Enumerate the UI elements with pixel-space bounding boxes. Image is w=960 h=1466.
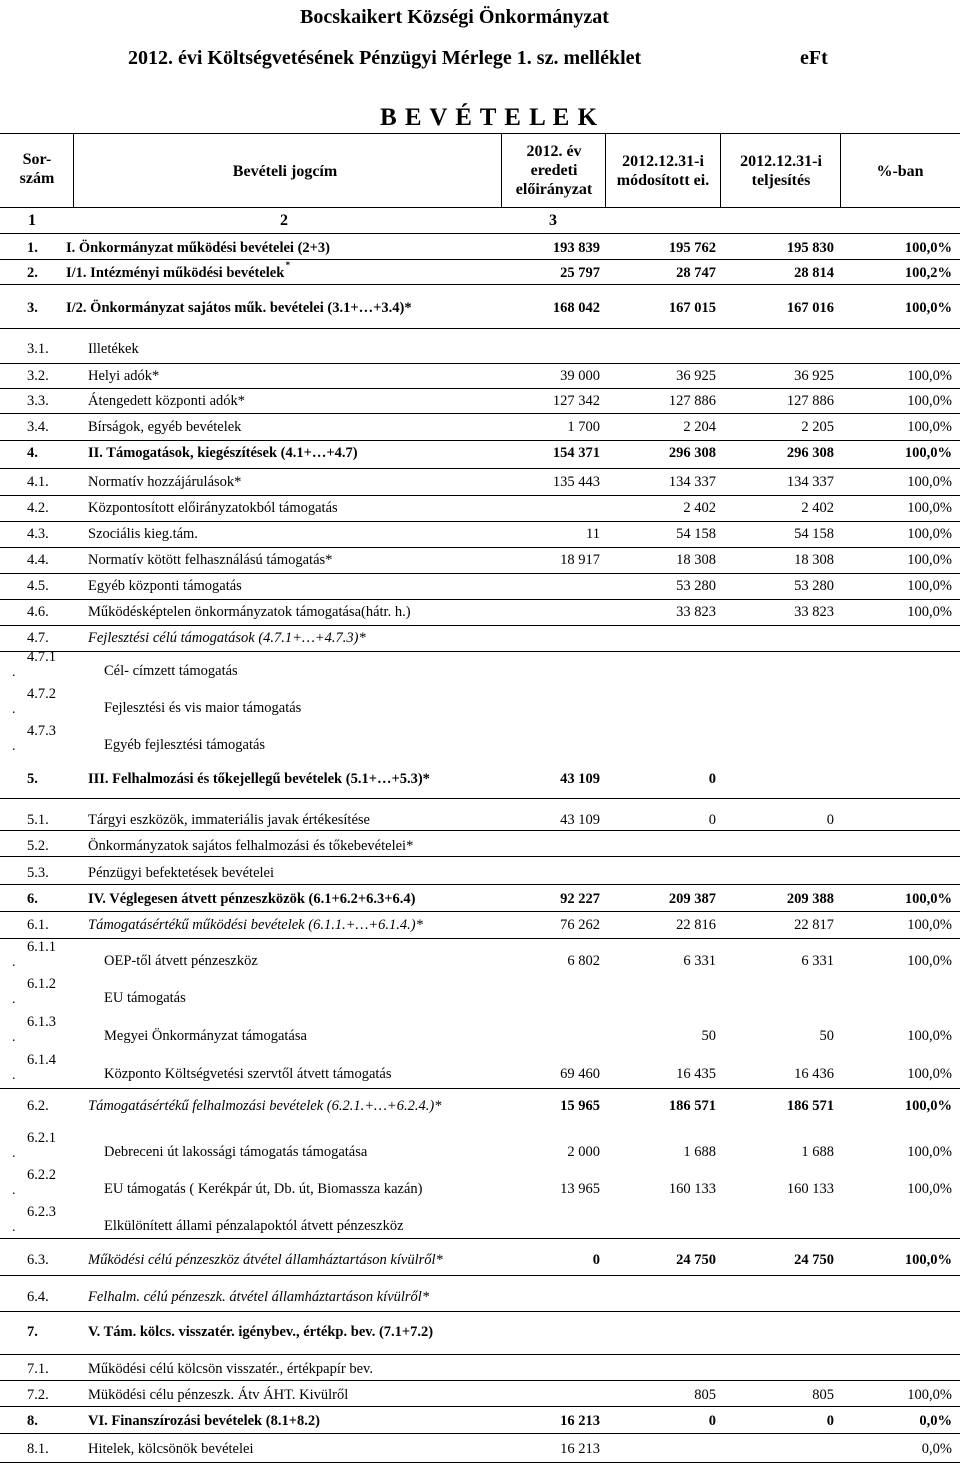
table-row: [0, 887, 960, 909]
row-label: Fejlesztési és vis maior támogatás: [104, 700, 302, 716]
row-divider: [0, 413, 960, 414]
cell-pct: 100,0%: [907, 1387, 952, 1403]
row-label: Helyi adók*: [88, 368, 160, 384]
cell-telj: 24 750: [794, 1252, 834, 1268]
cell-telj: 134 337: [786, 474, 834, 490]
row-number-dot: .: [12, 1068, 16, 1083]
cell-orig: 76 262: [560, 917, 600, 933]
cell-telj: 36 925: [794, 368, 834, 384]
cell-telj: 805: [812, 1387, 834, 1403]
cell-pct: 100,0%: [907, 604, 952, 620]
cell-orig: 2 000: [567, 1144, 600, 1160]
row-label: Debreceni út lakossági támogatás támogatása: [104, 1144, 368, 1160]
row-divider: [0, 1380, 960, 1381]
cell-telj: 18 308: [794, 552, 834, 568]
row-label: EU támogatás ( Kerékpár út, Db. út, Biomassza kazán): [104, 1181, 423, 1197]
header-top-line: [0, 133, 960, 134]
table-row: [0, 470, 960, 492]
row-number-dot: .: [12, 1146, 16, 1161]
row-label: OEP-től átvett pénzeszköz: [104, 953, 258, 969]
cell-telj: 33 823: [794, 604, 834, 620]
cell-mod: 296 308: [668, 445, 716, 461]
table-row: [0, 686, 960, 717]
header-modositott: 2012.12.31-i módosított ei.: [616, 153, 710, 190]
row-divider: [0, 1088, 960, 1089]
row-label: V. Tám. kölcs. visszatér. igénybev., értékp. bev. (7.1+7.2): [88, 1324, 434, 1340]
row-divider: [0, 938, 960, 939]
table-row: [0, 913, 960, 935]
cell-mod: 160 133: [668, 1181, 716, 1197]
row-number: 4.7.: [27, 630, 49, 646]
cell-pct: 100,2%: [904, 265, 952, 281]
table-row: [0, 337, 960, 359]
row-number: 1.: [27, 240, 38, 256]
row-number: 4.4.: [27, 552, 49, 568]
table-row: [0, 548, 960, 570]
cell-pct: 100,0%: [904, 240, 952, 256]
table-row: [0, 939, 960, 970]
row-divider: [0, 651, 960, 652]
col-number: 3: [549, 212, 557, 229]
row-number-dot: .: [12, 1030, 16, 1045]
cell-orig: 25 797: [560, 265, 600, 281]
cell-pct: 100,0%: [907, 552, 952, 568]
row-number-dot: .: [12, 992, 16, 1007]
row-number: 4.3.: [27, 526, 49, 542]
cell-orig: 92 227: [560, 891, 600, 907]
row-number: 4.: [27, 445, 38, 461]
row-divider: [0, 798, 960, 799]
row-number-dot: .: [12, 702, 16, 717]
col-number: 2: [280, 212, 288, 229]
header-eredeti: 2012. év eredeti előirányzat: [515, 143, 593, 199]
table-row: [0, 1248, 960, 1270]
cell-orig: 43 109: [560, 812, 600, 828]
row-number: 5.1.: [27, 812, 49, 828]
table-row: [0, 415, 960, 437]
unit-label: eFt: [800, 47, 828, 69]
col-number: 1: [28, 212, 36, 229]
row-number: 4.5.: [27, 578, 49, 594]
row-label: Cél- címzett támogatás: [104, 663, 238, 679]
cell-orig: 193 839: [552, 240, 600, 256]
row-label: Fejlesztési célú támogatások (4.7.1+…+4.7.3)*: [88, 630, 366, 646]
row-number: 4.7.3: [27, 723, 56, 739]
footnote-marker: *: [285, 260, 291, 270]
table-row: [0, 389, 960, 411]
row-number: 6.2.2: [27, 1167, 56, 1183]
section-title: B E V É T E L E K: [380, 104, 599, 131]
row-divider: [0, 1238, 960, 1239]
cell-telj: 53 280: [794, 578, 834, 594]
cell-pct: 100,0%: [904, 891, 952, 907]
row-number: 6.1.3: [27, 1014, 56, 1030]
cell-telj: 16 436: [794, 1066, 834, 1082]
table-row: [0, 1204, 960, 1235]
table-row: [0, 649, 960, 680]
row-label: Átengedett központi adók*: [88, 393, 246, 409]
row-divider: [0, 1462, 960, 1463]
row-number-dot: .: [12, 1183, 16, 1198]
cell-mod: 0: [708, 1413, 716, 1429]
header-bottom-line: [0, 207, 960, 208]
cell-pct: 100,0%: [907, 368, 952, 384]
row-number-dot: .: [12, 955, 16, 970]
cell-mod: 186 571: [668, 1098, 716, 1114]
table-row: [0, 600, 960, 622]
cell-mod: 167 015: [668, 300, 716, 316]
cell-telj: 160 133: [786, 1181, 834, 1197]
cell-orig: 43 109: [560, 771, 600, 787]
table-row: [0, 767, 960, 789]
cell-mod: 50: [701, 1028, 716, 1044]
cell-mod: 18 308: [676, 552, 716, 568]
cell-orig: 154 371: [552, 445, 600, 461]
row-label: Támogatásértékű felhalmozási bevételek (6.2.1.+…+6.2.4.)*: [88, 1098, 442, 1114]
cell-telj: 296 308: [786, 445, 834, 461]
cell-mod: 6 331: [683, 953, 716, 969]
row-label: Hitelek, kölcsönök bevételei: [88, 1441, 254, 1457]
row-label: I/2. Önkormányzat sajátos műk. bevételei (3.1+…+3.4)*: [66, 300, 412, 316]
cell-pct: 100,0%: [907, 526, 952, 542]
cell-telj: 6 331: [801, 953, 834, 969]
cell-pct: 100,0%: [907, 917, 952, 933]
table-row: [0, 574, 960, 596]
cell-mod: 28 747: [676, 265, 716, 281]
row-number: 3.2.: [27, 368, 49, 384]
cell-orig: 127 342: [552, 393, 600, 409]
row-divider: [0, 1433, 960, 1434]
cell-orig: 69 460: [560, 1066, 600, 1082]
colnum-bottom-line: [0, 233, 960, 234]
row-label: Működésképtelen önkormányzatok támogatása(hátr. h.): [88, 604, 411, 620]
cell-pct: 0,0%: [919, 1413, 952, 1429]
row-label: IV. Véglegesen átvett pénzeszközök (6.1+6.2+6.3+6.4): [88, 891, 416, 907]
cell-pct: 100,0%: [907, 1066, 952, 1082]
table-row: [0, 1094, 960, 1116]
row-number: 8.1.: [27, 1441, 49, 1457]
table-row: [0, 976, 960, 1007]
header-divider: [605, 133, 606, 207]
row-number: 6.: [27, 891, 38, 907]
row-number: 6.2.: [27, 1098, 49, 1114]
row-label: EU támogatás: [104, 990, 186, 1006]
row-number: 4.7.2: [27, 686, 56, 702]
row-label: Felhalm. célú pénzeszk. átvétel államháztartáson kívülről*: [88, 1289, 430, 1305]
table-row: [0, 1357, 960, 1379]
cell-telj: 127 886: [786, 393, 834, 409]
row-label: Egyéb fejlesztési támogatás: [104, 737, 266, 753]
table-row: [0, 1409, 960, 1431]
table-row: [0, 723, 960, 754]
row-number: 6.2.3: [27, 1204, 56, 1220]
header-sorszam: Sor-szám: [19, 151, 55, 188]
cell-mod: 0: [708, 771, 716, 787]
row-number: 6.1.1: [27, 939, 56, 955]
row-number: 6.2.1: [27, 1130, 56, 1146]
table-row: [0, 1437, 960, 1459]
cell-mod: 36 925: [676, 368, 716, 384]
row-number: 7.: [27, 1324, 38, 1340]
row-number: 4.6.: [27, 604, 49, 620]
row-number: 6.3.: [27, 1252, 49, 1268]
cell-orig: 16 213: [560, 1413, 600, 1429]
cell-mod: 0: [708, 812, 716, 828]
cell-pct: 100,0%: [907, 1144, 952, 1160]
row-divider: [0, 284, 960, 285]
table-row: [0, 1285, 960, 1307]
table-row: [0, 1014, 960, 1045]
cell-mod: 54 158: [676, 526, 716, 542]
cell-telj: 186 571: [786, 1098, 834, 1114]
row-label: Működési célú pénzeszköz átvétel államháztartáson kívülről*: [88, 1252, 443, 1268]
row-label: Egyéb központi támogatás: [88, 578, 242, 594]
cell-mod: 53 280: [676, 578, 716, 594]
row-divider: [0, 468, 960, 469]
row-divider: [0, 1311, 960, 1312]
row-label: Szociális kieg.tám.: [88, 526, 198, 542]
row-label: Központosított előirányzatokból támogatás: [88, 500, 338, 516]
row-number: 5.: [27, 771, 38, 787]
table-row: [0, 1383, 960, 1405]
table-row: [0, 626, 960, 648]
table-row: [0, 1130, 960, 1161]
table-row: [0, 496, 960, 518]
row-number: 4.7.1: [27, 649, 56, 665]
row-label: Megyei Önkormányzat támogatása: [104, 1028, 307, 1044]
cell-telj: 0: [826, 1413, 834, 1429]
cell-mod: 134 337: [668, 474, 716, 490]
row-divider: [0, 328, 960, 329]
row-number-dot: .: [12, 739, 16, 754]
cell-telj: 195 830: [786, 240, 834, 256]
table-row: [0, 441, 960, 463]
cell-orig: 13 965: [560, 1181, 600, 1197]
cell-mod: 127 886: [668, 393, 716, 409]
table-row: [0, 236, 960, 258]
row-label: Tárgyi eszközök, immateriális javak értékesítése: [88, 812, 370, 828]
row-divider: [0, 856, 960, 857]
cell-pct: 100,0%: [907, 393, 952, 409]
header-szazalek: %-ban: [876, 163, 924, 180]
cell-telj: 209 388: [786, 891, 834, 907]
row-label: Központo Költségvetési szervtől átvett támogatás: [104, 1066, 392, 1082]
cell-orig: 135 443: [552, 474, 600, 490]
cell-orig: 6 802: [567, 953, 600, 969]
row-number: 7.2.: [27, 1387, 49, 1403]
cell-telj: 28 814: [794, 265, 834, 281]
row-number: 6.1.2: [27, 976, 56, 992]
cell-mod: 33 823: [676, 604, 716, 620]
header-jogcim: Bevételi jogcím: [232, 163, 338, 180]
row-number: 6.1.4: [27, 1052, 56, 1068]
doc-title: 2012. évi Költségvetésének Pénzügyi Mérlege 1. sz. melléklet: [128, 47, 642, 69]
cell-pct: 100,0%: [907, 953, 952, 969]
row-divider: [0, 259, 960, 260]
row-number: 3.3.: [27, 393, 49, 409]
row-number: 2.: [27, 265, 38, 281]
table-row: [0, 261, 960, 283]
row-label: Pénzügyi befektetések bevételei: [88, 865, 275, 881]
cell-mod: 1 688: [683, 1144, 716, 1160]
table-row: [0, 522, 960, 544]
cell-mod: 16 435: [676, 1066, 716, 1082]
row-divider: [0, 1406, 960, 1407]
cell-mod: 209 387: [668, 891, 716, 907]
cell-pct: 100,0%: [907, 1028, 952, 1044]
cell-telj: 50: [819, 1028, 834, 1044]
row-label: I. Önkormányzat működési bevételei (2+3): [66, 240, 331, 256]
row-number: 3.4.: [27, 419, 49, 435]
cell-telj: 22 817: [794, 917, 834, 933]
row-label: III. Felhalmozási és tőkejellegű bevételek (5.1+…+5.3)*: [88, 771, 430, 787]
table-row: [0, 296, 960, 318]
cell-mod: 805: [694, 1387, 716, 1403]
row-label: Elkülönített állami pénzalapoktól átvett pénzeszköz: [104, 1218, 404, 1234]
row-divider: [0, 884, 960, 885]
cell-orig: 168 042: [552, 300, 600, 316]
row-divider: [0, 911, 960, 912]
cell-orig: 11: [586, 526, 600, 542]
cell-telj: 1 688: [801, 1144, 834, 1160]
header-divider: [840, 133, 841, 207]
cell-orig: 0: [592, 1252, 600, 1268]
row-divider: [0, 1354, 960, 1355]
table-row: [0, 364, 960, 386]
row-number: 5.2.: [27, 838, 49, 854]
row-label: I/1. Intézményi működési bevételek: [66, 265, 285, 281]
table-row: [0, 1320, 960, 1342]
cell-pct: 100,0%: [907, 578, 952, 594]
table-row: [0, 861, 960, 883]
row-label: Támogatásértékű működési bevételek (6.1.1.+…+6.1.4.)*: [88, 917, 423, 933]
cell-pct: 100,0%: [904, 1098, 952, 1114]
row-number: 6.1.: [27, 917, 49, 933]
cell-mod: 2 402: [683, 500, 716, 516]
row-label: Normatív kötött felhasználású támogatás*: [88, 552, 333, 568]
cell-pct: 100,0%: [907, 419, 952, 435]
cell-telj: 2 402: [801, 500, 834, 516]
cell-mod: 24 750: [676, 1252, 716, 1268]
row-number: 8.: [27, 1413, 38, 1429]
cell-mod: 195 762: [668, 240, 716, 256]
cell-pct: 100,0%: [904, 300, 952, 316]
row-number: 4.2.: [27, 500, 49, 516]
header-divider: [501, 133, 502, 207]
header-teljesites: 2012.12.31-i teljesítés: [740, 153, 822, 190]
row-number: 3.: [27, 300, 38, 316]
org-title: Bocskaikert Községi Önkormányzat: [300, 6, 609, 28]
row-label: Normatív hozzájárulások*: [88, 474, 242, 490]
row-label: II. Támogatások, kiegészítések (4.1+…+4.7): [88, 445, 358, 461]
table-row: [0, 834, 960, 856]
row-number: 5.3.: [27, 865, 49, 881]
row-divider: [0, 830, 960, 831]
row-number: 3.1.: [27, 341, 49, 357]
cell-orig: 39 000: [560, 368, 600, 384]
cell-telj: 2 205: [801, 419, 834, 435]
table-row: [0, 1167, 960, 1198]
cell-orig: 16 213: [560, 1441, 600, 1457]
row-label: Működési célú kölcsön visszatér., értékpapír bev.: [88, 1361, 373, 1377]
table-row: [0, 808, 960, 830]
row-number-dot: .: [12, 665, 16, 680]
row-label: Illetékek: [88, 341, 139, 357]
row-label: Önkormányzatok sajátos felhalmozási és tőkebevételei*: [88, 838, 414, 854]
cell-pct: 100,0%: [904, 445, 952, 461]
cell-pct: 100,0%: [907, 474, 952, 490]
header-divider: [720, 133, 721, 207]
cell-mod: 22 816: [676, 917, 716, 933]
row-number: 6.4.: [27, 1289, 49, 1305]
header-divider: [73, 133, 74, 207]
row-label: Müködési célu pénzeszk. Átv ÁHT. Kivülről: [88, 1387, 349, 1403]
cell-orig: 15 965: [560, 1098, 600, 1114]
row-number: 7.1.: [27, 1361, 49, 1377]
cell-orig: 18 917: [560, 552, 600, 568]
cell-mod: 2 204: [683, 419, 716, 435]
cell-pct: 0,0%: [921, 1441, 952, 1457]
cell-telj: 54 158: [794, 526, 834, 542]
cell-pct: 100,0%: [904, 1252, 952, 1268]
table-row: [0, 1052, 960, 1083]
row-label: VI. Finanszírozási bevételek (8.1+8.2): [88, 1413, 320, 1429]
row-divider: [0, 1275, 960, 1276]
cell-orig: 1 700: [567, 419, 600, 435]
cell-telj: 0: [826, 812, 834, 828]
cell-pct: 100,0%: [907, 500, 952, 516]
cell-pct: 100,0%: [907, 1181, 952, 1197]
row-number-dot: .: [12, 1220, 16, 1235]
row-label: Bírságok, egyéb bevételek: [88, 419, 242, 435]
row-number: 4.1.: [27, 474, 49, 490]
cell-telj: 167 016: [786, 300, 834, 316]
